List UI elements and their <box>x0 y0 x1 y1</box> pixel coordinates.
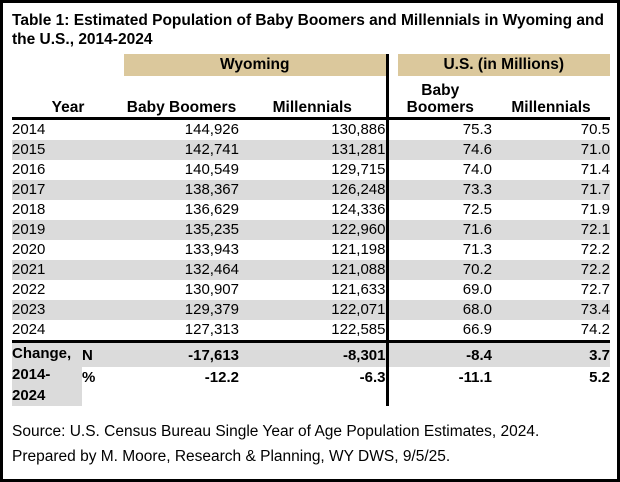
population-table <box>12 54 610 406</box>
wyoming-group-cell <box>124 54 387 76</box>
us-boomers-cell: 74.6 <box>387 140 492 160</box>
source-line-1: Source: U.S. Census Bureau Single Year of Age Population Estimates, 2024. <box>12 423 540 440</box>
us-boomers-cell: 70.2 <box>387 260 492 280</box>
wy-boomers-cell: 136,629 <box>184 201 239 218</box>
us-millennials-cell: 71.7 <box>492 180 610 200</box>
group-header-row <box>12 54 610 76</box>
wy-millennials-cell: 122,071 <box>239 300 387 320</box>
year-cell: 2020 <box>12 241 46 258</box>
table-row <box>12 200 610 220</box>
change-n-row <box>12 342 610 368</box>
table-row <box>12 220 610 240</box>
wy-millennials-cell: 126,248 <box>239 180 387 200</box>
us-millennials-cell: 72.2 <box>580 241 610 258</box>
us-boomers-cell: 74.0 <box>387 160 492 180</box>
year-cell: 2016 <box>12 161 46 178</box>
change-stat-cell: N <box>82 342 124 368</box>
table-row <box>12 140 610 160</box>
wy-boomers-cell: 133,943 <box>184 241 239 258</box>
wy-boomers-cell: 127,313 <box>184 321 239 338</box>
us-boomers-change-cell: -8.4 <box>387 342 492 368</box>
wy-boomers-cell: 132,464 <box>124 260 239 280</box>
wy-millennials-cell: 122,960 <box>239 220 387 240</box>
wyoming-group-header: Wyoming <box>124 54 386 76</box>
us-boomers-cell: 69.0 <box>387 280 492 300</box>
us-boomers-column-header: Baby Boomers <box>387 76 492 119</box>
wy-millennials-cell: 121,198 <box>331 241 386 258</box>
us-group-cell <box>387 54 610 76</box>
wy-boomers-cell: 135,235 <box>124 220 239 240</box>
us-millennials-change-cell: 5.2 <box>589 369 610 387</box>
table-body <box>12 54 610 406</box>
wy-millennials-cell: 121,088 <box>239 260 387 280</box>
wy-boomers-cell: 130,907 <box>184 281 239 298</box>
us-boomers-cell: 66.9 <box>387 320 492 342</box>
wy-millennials-cell: 130,886 <box>331 121 386 138</box>
table-row <box>12 300 610 320</box>
year-cell: 2014 <box>12 121 46 138</box>
group-header-spacer <box>12 54 124 76</box>
year-column-header: Year <box>12 76 124 119</box>
wy-boomers-change-cell: -17,613 <box>124 342 239 368</box>
wy-boomers-cell: 144,926 <box>184 121 239 138</box>
change-stat-cell: % <box>82 369 96 387</box>
us-millennials-cell: 70.5 <box>580 121 610 138</box>
table-row <box>12 160 610 180</box>
wy-boomers-cell: 140,549 <box>184 161 239 178</box>
us-group-header: U.S. (in Millions) <box>398 54 611 76</box>
year-cell: 2022 <box>12 281 46 298</box>
wy-millennials-column-header: Millennials <box>239 76 387 119</box>
us-millennials-cell: 72.2 <box>492 260 610 280</box>
wy-millennials-cell: 122,585 <box>331 321 386 338</box>
wy-boomers-cell: 138,367 <box>124 180 239 200</box>
table-row <box>12 240 610 260</box>
us-boomers-cell: 72.5 <box>387 200 492 220</box>
us-boomers-cell: 71.3 <box>387 240 492 260</box>
year-cell: 2018 <box>12 201 46 218</box>
year-cell: 2024 <box>12 321 46 338</box>
table-row <box>12 280 610 300</box>
us-millennials-cell: 71.9 <box>580 201 610 218</box>
wy-millennials-change-cell: -8,301 <box>239 342 387 368</box>
wy-millennials-cell: 124,336 <box>331 201 386 218</box>
wy-millennials-cell: 129,715 <box>331 161 386 178</box>
year-cell: 2017 <box>12 180 124 200</box>
column-header-row <box>12 76 610 119</box>
wy-millennials-cell: 121,633 <box>331 281 386 298</box>
us-boomers-cell: 75.3 <box>387 119 492 141</box>
us-boomers-cell: 68.0 <box>387 300 492 320</box>
wy-boomers-cell: 129,379 <box>124 300 239 320</box>
wy-millennials-cell: 131,281 <box>239 140 387 160</box>
source-note <box>12 419 608 469</box>
table-row <box>12 320 610 342</box>
us-millennials-cell: 73.4 <box>492 300 610 320</box>
wy-boomers-cell: 142,741 <box>124 140 239 160</box>
year-cell: 2015 <box>12 140 124 160</box>
us-millennials-cell: 72.7 <box>580 281 610 298</box>
source-line-2: Prepared by M. Moore, Research & Planning, WY DWS, 9/5/25. <box>12 448 451 465</box>
year-cell: 2021 <box>12 260 124 280</box>
table-row <box>12 260 610 280</box>
us-millennials-column-header: Millennials <box>492 76 610 119</box>
us-millennials-change-cell: 3.7 <box>492 342 610 368</box>
change-pct-row <box>12 367 610 406</box>
table-row <box>12 119 610 141</box>
table-row <box>12 180 610 200</box>
us-millennials-cell: 74.2 <box>580 321 610 338</box>
us-boomers-cell: 71.6 <box>387 220 492 240</box>
us-millennials-cell: 71.4 <box>580 161 610 178</box>
us-boomers-change-cell: -11.1 <box>387 367 492 406</box>
table-title: Table 1: Estimated Population of Baby Boomers and Millennials in Wyoming and the U.S., 2014-2024 <box>12 12 604 48</box>
us-boomers-cell: 73.3 <box>387 180 492 200</box>
us-millennials-cell: 72.1 <box>492 220 610 240</box>
change-label-cell: Change, 2014-2024 <box>12 342 82 407</box>
wy-millennials-change-cell: -6.3 <box>359 369 386 387</box>
wy-boomers-change-cell: -12.2 <box>204 369 239 387</box>
us-millennials-cell: 71.0 <box>492 140 610 160</box>
year-cell: 2019 <box>12 220 124 240</box>
wy-boomers-column-header: Baby Boomers <box>124 76 239 119</box>
year-cell: 2023 <box>12 300 124 320</box>
